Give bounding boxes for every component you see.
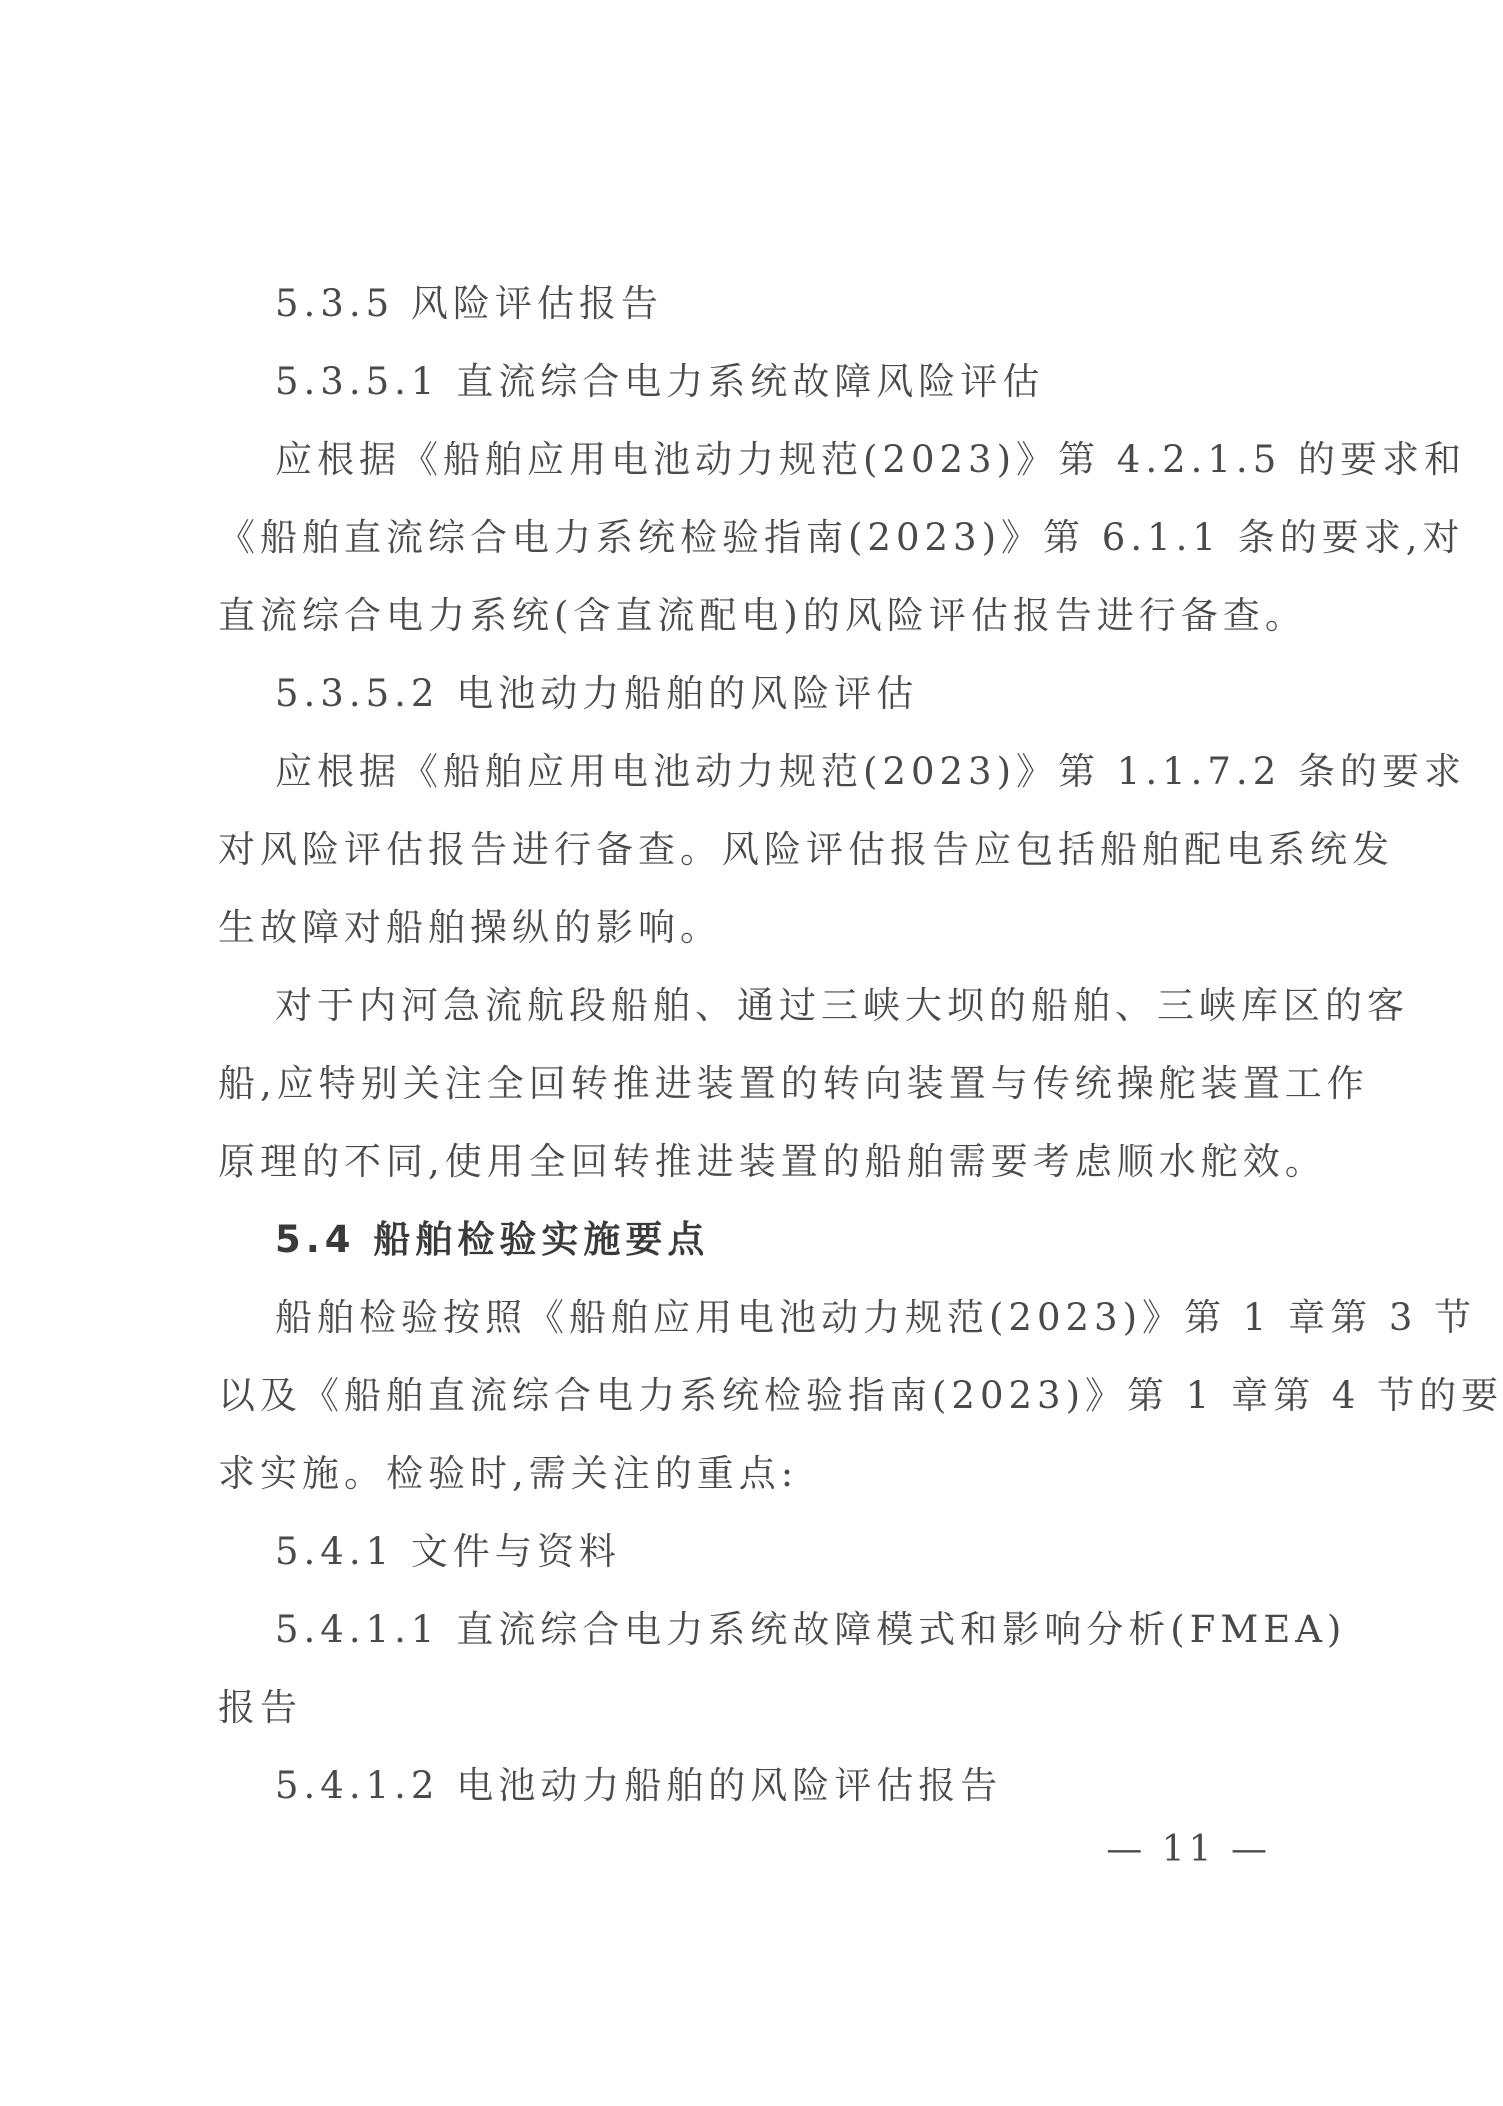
heading-5-4-1-2: 5.4.1.2 电池动力船舶的风险评估报告 bbox=[275, 1764, 1003, 1807]
paragraph-line: 船,应特别关注全回转推进装置的转向装置与传统操舵装置工作 bbox=[218, 1062, 1369, 1105]
paragraph-line: 《船舶直流综合电力系统检验指南(2023)》第 6.1.1 条的要求,对 bbox=[218, 516, 1465, 559]
page-number: — 11 — bbox=[1106, 1829, 1271, 1870]
heading-5-4-1: 5.4.1 文件与资料 bbox=[275, 1530, 621, 1573]
paragraph-line: 船舶检验按照《船舶应用电池动力规范(2023)》第 1 章第 3 节 bbox=[275, 1296, 1477, 1339]
heading-5-3-5: 5.3.5 风险评估报告 bbox=[275, 282, 663, 325]
heading-5-4-1-1: 5.4.1.1 直流综合电力系统故障模式和影响分析(FMEA) bbox=[275, 1608, 1347, 1651]
paragraph-line: 求实施。检验时,需关注的重点: bbox=[218, 1452, 799, 1495]
paragraph-line: 应根据《船舶应用电池动力规范(2023)》第 4.2.1.5 的要求和 bbox=[275, 438, 1466, 481]
paragraph-line: 直流综合电力系统(含直流配电)的风险评估报告进行备查。 bbox=[218, 594, 1307, 637]
heading-5-3-5-1: 5.3.5.1 直流综合电力系统故障风险评估 bbox=[275, 360, 1045, 403]
paragraph-line: 对于内河急流航段船舶、通过三峡大坝的船舶、三峡库区的客 bbox=[275, 984, 1409, 1027]
heading-5-3-5-2: 5.3.5.2 电池动力船舶的风险评估 bbox=[275, 672, 919, 715]
paragraph-line: 以及《船舶直流综合电力系统检验指南(2023)》第 1 章第 4 节的要 bbox=[218, 1374, 1503, 1417]
paragraph-line: 应根据《船舶应用电池动力规范(2023)》第 1.1.7.2 条的要求 bbox=[275, 750, 1466, 793]
paragraph-line: 生故障对船舶操纵的影响。 bbox=[218, 906, 722, 949]
paragraph-line: 对风险评估报告进行备查。风险评估报告应包括船舶配电系统发 bbox=[218, 828, 1394, 871]
heading-5-4: 5.4 船舶检验实施要点 bbox=[275, 1218, 710, 1261]
paragraph-line: 报告 bbox=[218, 1686, 302, 1729]
paragraph-line: 原理的不同,使用全回转推进装置的船舶需要考虑顺水舵效。 bbox=[218, 1140, 1327, 1183]
